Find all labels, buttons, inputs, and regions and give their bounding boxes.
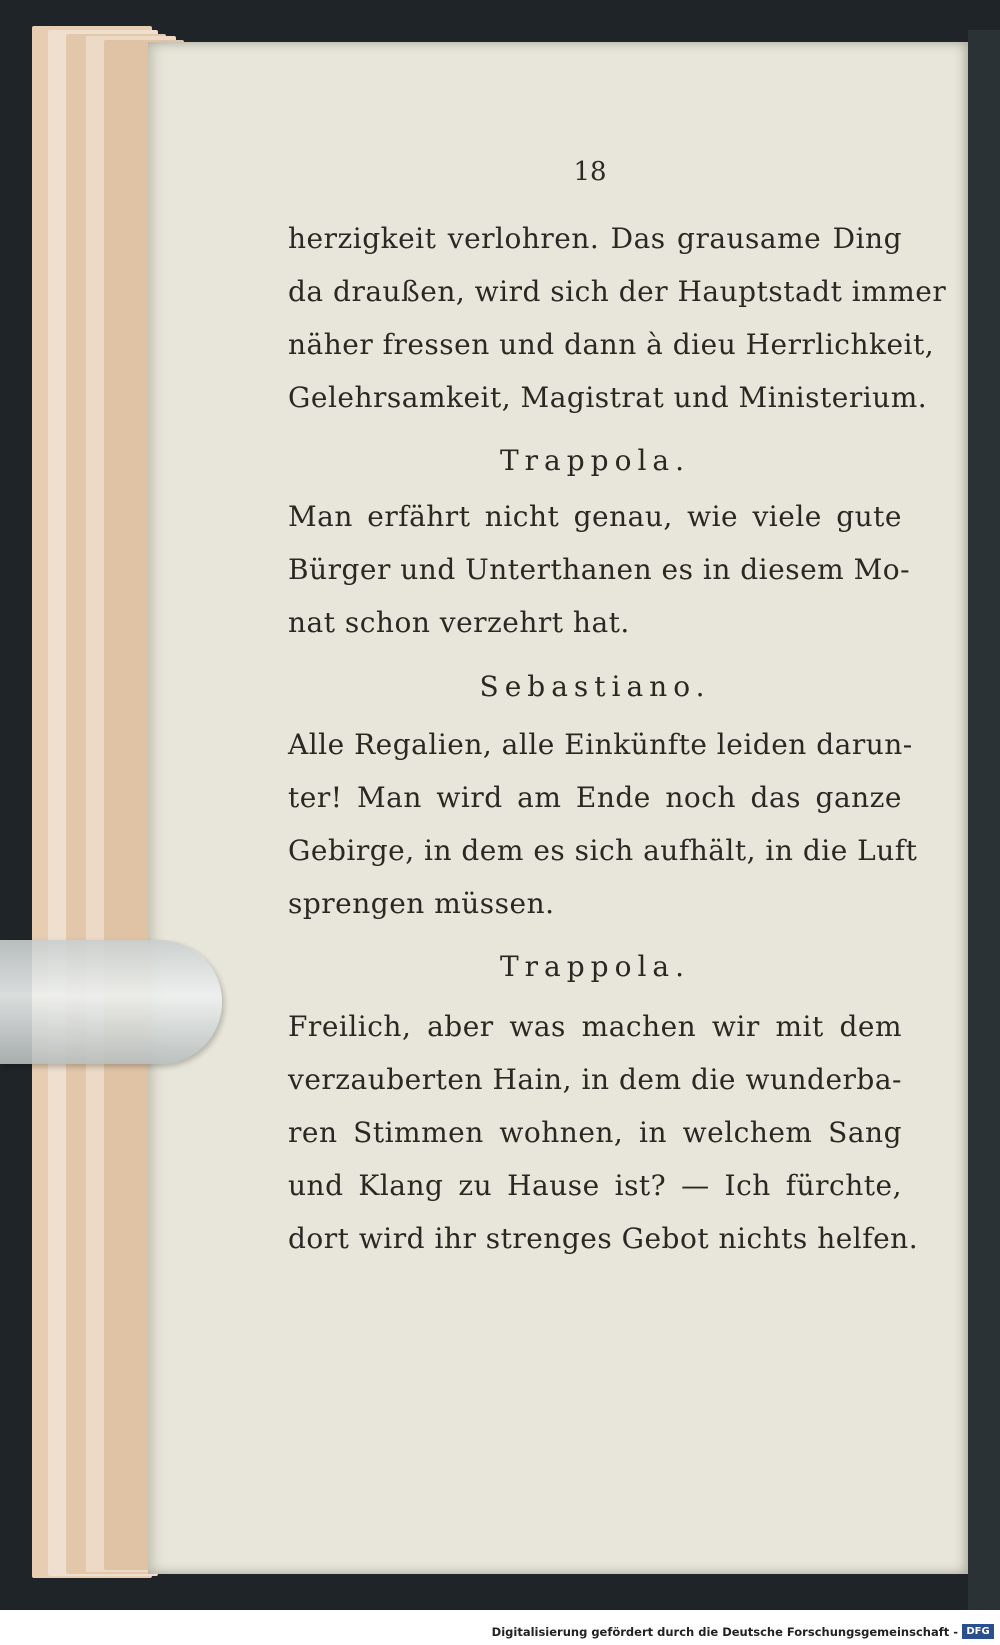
text-line: Bürger und Unterthanen es in diesem Mo- [288,553,911,586]
text-line: Alle Regalien, alle Einkünfte leiden darun- [288,728,913,761]
speaker-name: Sebastiano. [479,670,711,703]
page-holder-clip [0,940,222,1064]
text-line: Man erfährt nicht genau, wie viele gute [288,500,902,533]
speaker-name: Trappola. [499,950,690,983]
text-line: da draußen, wird sich der Hauptstadt immer [288,275,947,308]
text-line: Freilich, aber was machen wir mit dem [288,1010,902,1043]
text-line: dort wird ihr strenges Gebot nichts helfen. [288,1222,919,1255]
text-line: und Klang zu Hause ist? — Ich fürchte, [288,1169,902,1202]
text-line: nat schon verzehrt hat. [288,606,630,639]
text-line: Gelehrsamkeit, Magistrat und Ministerium. [288,381,928,414]
text-line: näher fressen und dann à dieu Herrlichkeit, [288,328,935,361]
dfg-logo: DFG [962,1624,994,1639]
page-number: 18 [573,157,607,187]
scanner-edge [968,30,1000,1610]
text-line: verzauberten Hain, in dem die wunderba- [288,1063,902,1096]
text-line: sprengen müssen. [288,887,555,920]
text-line: Gebirge, in dem es sich aufhält, in die Luft [288,834,918,867]
text-line: ren Stimmen wohnen, in welchem Sang [288,1116,902,1149]
speaker-name: Trappola. [499,444,690,477]
text-line: herzigkeit verlohren. Das grausame Ding [288,222,902,255]
footer-credit: Digitalisierung gefördert durch die Deutsche Forschungsgemeinschaft - [491,1625,958,1639]
text-line: ter! Man wird am Ende noch das ganze [288,781,902,814]
